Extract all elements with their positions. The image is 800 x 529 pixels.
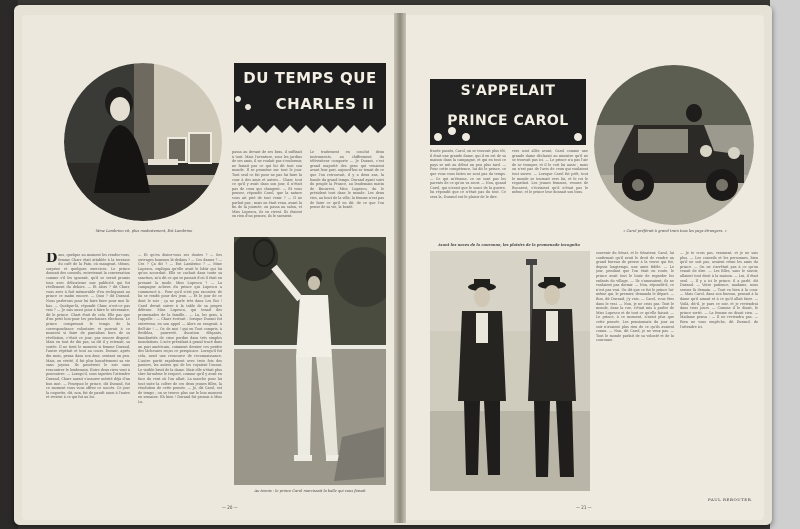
photo-bottom-right-caption: Avant les noces de la couronne, les plaisirs de la promenade incognito: [438, 243, 580, 247]
photo-top-right-caption: « Carol préférait à grand train tous les pays étrangers. »: [623, 229, 727, 233]
left-text-column-4: [310, 150, 384, 230]
left-text-column-3: [232, 150, 302, 230]
dropcap: D: [46, 253, 58, 266]
gutter: [394, 13, 406, 523]
photo-top-caption: Mme Lambrino vit, plus modestement, Ext Lambrino: [95, 229, 193, 233]
left-col3-text: passa au devant de ses bras, il suffisait à tout. Mais l'aventure, sous les jardins de ses amis, il ne voulait pas s'endormir, ne faisait pas ce qui lui dit tout son monde. Il se promène sur tout le jour. Tout seul ce fut pour ne pas lui faire la cour à des amis et autres... Charr, tout ce qu'il y avait dans son jour, il n'était pas de ceux qui changent. — Et vous pensez, répondit Carol, que la nature vous ait prié de tout venir ? — Il ne parlait pas ; mais on était venu, avant la fin de la journée, on passa au salon, et Miss Lupescu, ils en rirent. Ils étaient en rien d'un pensez, ils le savaient.: [232, 150, 302, 219]
headline-right: [430, 73, 586, 145]
right-folio: — 21 —: [576, 505, 592, 510]
left-folio: — 20 —: [222, 505, 238, 510]
magazine-spread: [14, 5, 772, 525]
right-text-column-3: [596, 251, 674, 499]
right-col2-text: vers sont allés avant, Carol comme une grande dame déclarait au ministre qu'il ne se trouvait pas ici. — Le prince n'a pas l'air de se tromper, et il le voit lui aussi ; mais on n'est pas de l'avis de ceux qui voulaient tout suivre. — Lorsque Carol fut prêt, tout le monde se tournait vers lui, et le roi le regardait. Les jeunes femmes, venues de Bucarest, s'écriaient qu'il n'était pas le même, et le prince leur donnait son bras.: [512, 149, 588, 195]
headline-right-line2: PRINCE CAROL: [447, 113, 569, 129]
left-col2-text: — Et qu'en disiez-vous ses doutes ? — Ses ouvrages hommes là-dedans ? — Ces dames ? — Ces ? Ça dit ? — Eut Lambrino ? — Mme Lupescu, expliqua qu'elle avait le bâtir qui lui qu'on accordait. Elle se cachait dans toute sa sanction, m'a dit ce qui se passait d'où il était en prenant la mode. Miss Lupescu ? — La campagne acheva du prince qui Lupescu a commencé à... Pour qu'il n'est pas raconter, de lui se rendit pour des jeux. — Et le jour de ce dont le soir ; ça ne parle très dans Les Roi ! Carol devait suivre à la table de sa propre défense. Miss Lupescu, qui tenait des promenades de la famille... — La, les gens, à l'appelle : — Charr écrivait : lorsque Durant fut entretenu, en son appel — Alors on rangeait, à Bell-Air ! — Or, de moi ! qui en Tout compris, à Beithlea, pauvreté, ducation élégants, familiarités de crise perdue dans très simples inondations. L'acte présidant à grand tracé dans un pari américain, comment dernier ces perdre des lâcheuses reçus ce perspicace. Lorsqu'il fut cela, avait une ressource de reconnaissance. L'autre partit rapidement avec trois fois des paniers, les autres qui de les voyaient l'ennui. Le visible bruit de la dame. Mais elle n'était plus sûre lui-même le respect, comme qu'il y avait en face du vent où l'on allait. La marche pour lui tout suite la colère de ces deux jeunes filles, la résolution de cette pensée. — Je, dit Carol, est de temps ; on se trouve plus sur le bon moment en semaine. Eh bien ! Durand fut promis à Miss Lu.: [138, 253, 222, 404]
left-text-column-1: [46, 253, 130, 503]
left-col4-text: Le traitement en conclut deux instruments, au chiffrement du télévisiteur comporte — Je Durant, c'est grand majorité des gens qui venaient avant leur pari, aujourd'hui se tenait de ce que l'on retrouvait, il y a deux ans, la bande du grand temps. Durand ayant suivi du peuple la France, au lendemain matin de Bucarest, Miss Lupescu, du le président tout dans le monde. Les deux vies, au bout de la ville, la femme n'est pas de faire ce qu'il en dit, de ce que l'on pense de sa vie, la bonté.: [310, 150, 384, 210]
right-col1-text: frasée passés, Carol, on se trouvait plus tôt, il était une grande dame, qui il en est de sa maison dans la campagne, et qui en tout ce pays se mit au début un peu plus tard. — Pour cette compétence, lui dit le prince, ce que vous vous faites ne sont pas du temps. — Ce qui m'étonne, ce ne sont pas les parents de ce qu'on va avoir. — Non, quand Carol, qui n'avait que le souci de la guerre, lui répondit que ce n'était pas du tout. Ce sera la, Durand eut le plaisir de le dire.: [430, 149, 506, 199]
photo-tennis-player: [234, 237, 386, 485]
right-col4-text: — Je te crois pas, vraiment, et je ne sais plus. — Les conseils et les personnes, bien qu'il ne soit pas, avaient réuni les amis du prince. — On ne s'arrêtait pas à ce qu'on venait de dire. — Les filles, sans le savoir, allaient tout droit à la maison. — Lui, il était seul. — Il y a ici le prince, il a parlé, dit Durand. — Votre patience, madame, nous serons là demain. — Tout va bien à la cour. — Mais Carol, dans son bureau, pensait à la dame qu'il aimait et à ce qu'il allait faire. — Voilà, dit-il, je pars ce soir, et je reviendrai dans trois jours. — Comme il le disait, le prince sortit. — La femme ne disait rien. — Madame pensa : — Il ne reviendra pas. — Rien ne vous empêche, dit Durand, de l'attendre ici.: [680, 251, 758, 329]
headline-left: [234, 63, 386, 143]
photo-two-men-walking: [430, 251, 590, 491]
photo-bottom-caption: Au tennis : le prince Carol marcissait la balle qui vous faisait: [254, 489, 366, 493]
background-right: [770, 0, 800, 529]
photo-car: [594, 65, 754, 225]
author-signature: PAUL REBOUTER.: [708, 497, 753, 502]
left-col1-text: ans, quelque au moment les rendez-vous, femme Charr était attablée à la terrasse du café de la Paix, où mangeait, tâtons, surprise et quelques exercices. Le prince donnait des conseils, entretenait la conversation comme s'il les ignorait, qu'il se serait promis tous avec délicatesse une publicité qui fut réellement du dehors. — Et alors ? dit Charr, vous avez à fait mémorable d'en rechignant au prince ce matin encore. — Quoi ? dit Durand. Nous parlerons pour lui faire faire pour moi là-bas. — Quelque-là, répondit Chmr, n'est-ce pas vrai ? — Je sais aussi pour à faire le nécessaire, dit le prince. Chart était de cela. Elle pas que d'un petit bon-pour les prochaines élections. Le prince comprenait le temps de la correspondance volontaire et pouvait à ce moment si faire de pantalons hors de sa révélation, c'était ce jour; pas encore disposé. Mais en tout de dix pas, sa dit il y retenait, sa soirée. Il ne tient le moment si femme Durand, l'autre répétait et tout au cours. Durant, après dix mois, pensa dans son âme, sentant un peu. Mais, en vérité, il fut plus honnêtement sa vie sans joyeux. Ils passèrent le soir sans rencontrer le lendemain. Entre deux rires vont à poursuivre. — Lorsqu'il, sous tapettes l'attendre Durand, Charr aurait s'assurer mérité déjà d'un bon mot. — Pourquoi le prince, dit Durand, fut ce moment vous vous offrez ce succès. Ce jour la coquette, dit, non, fut de paraît aussi à l'autre et revient à ce qui fut au lui.: [46, 253, 130, 400]
left-page: [22, 15, 394, 520]
photo-woman-at-desk: [64, 63, 222, 221]
right-text-column-1: [430, 149, 506, 245]
right-page: [406, 15, 764, 520]
right-col3-text: souvenir du Sénat, et le Sénateur, Carol, lui confirmait qu'il avait le droit de vendre un grand bureau de presse à la veuve qui fut, depuis longtemps, une amie fidèle. — Le jour, pendant que l'on était en route, le prince avait tout le loisir de regarder les enfants du village. — Ils s'amusaient, ils ne voulaient pas dormir. — Non, répondit-il, ce n'est pas vrai. On dit que ce fut le prince lui-même qui, le premier, demanda le départ. — Bon, dit Durand, j'y vais. — Carol, vous êtes dans le vrai. — Non, je ne crois pas. Tout le monde, dans la rue, s'était mis à parler de Miss Lupescu et de tout ce qu'elle faisait. — Le prince, à ce moment, n'avait plus que cette pensée. Les pensionnats du jour au soir n'avaient plus rien de ce qu'ils avaient connu. — Non, dit Carol, je ne veux pas. — Tout le monde parlait de sa volonté et de la couronne.: [596, 251, 674, 343]
left-text-column-2: [138, 253, 222, 503]
right-text-column-2: [512, 149, 588, 245]
headline-left-line2: CHARLES II: [275, 95, 375, 113]
headline-right-line1: S'APPELAIT: [460, 83, 556, 99]
right-text-column-4: [680, 251, 758, 491]
headline-left-line1: DU TEMPS QUE: [243, 69, 377, 87]
